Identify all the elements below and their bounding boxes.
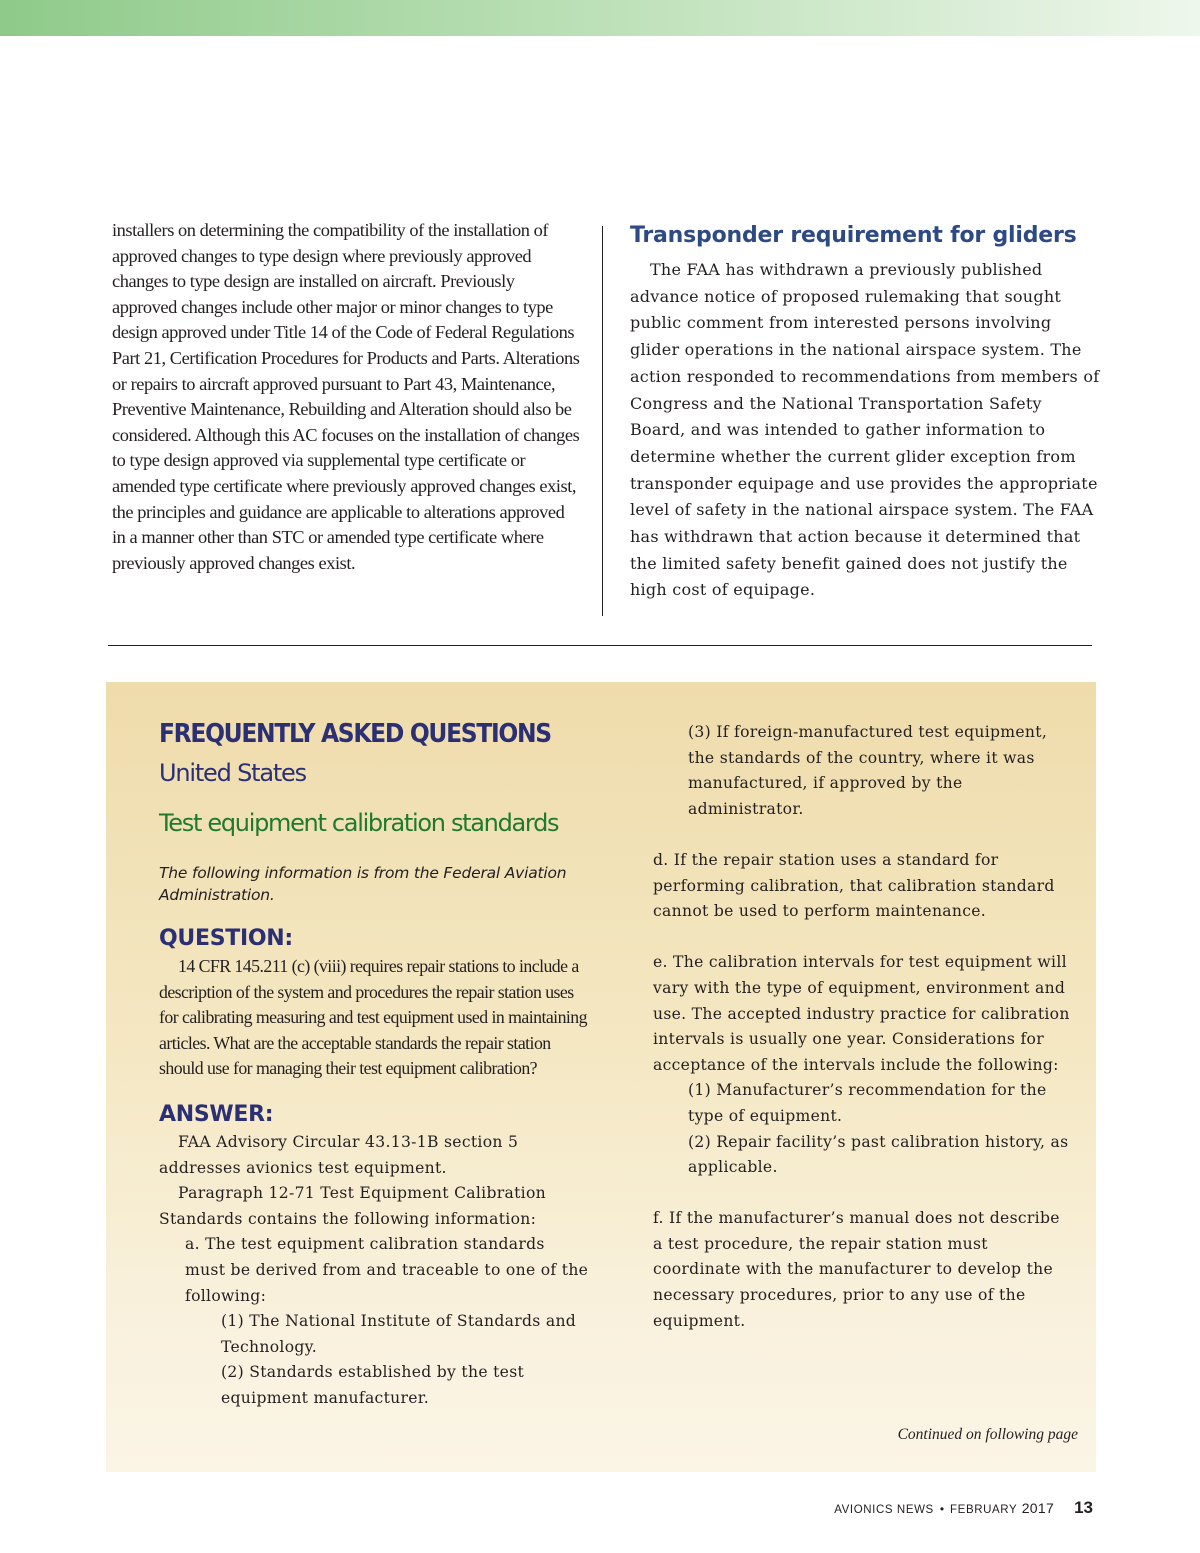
footer-separator: • [939, 1502, 945, 1516]
article-body: The FAA has withdrawn a previously published advance notice of proposed rulemaking that sought public comment from interested persons involving glider operations in the national airspace system. The action responded to recommendations from members of Congress and the National Transportation Safety Board, and was intended to gather information to determine whether the current glider exception from transponder equipage and use provides the appropriate level of safety in the national airspace system. The FAA has withdrawn that action because it determined that the limited safety benefit gained does not justify the high cost of equipage. [630, 260, 1100, 600]
article-heading: Transponder requirement for gliders [630, 223, 1077, 248]
section-divider [108, 645, 1092, 646]
article-columns [112, 218, 1100, 618]
answer-heading: ANSWER: [159, 1101, 274, 1127]
answer-subitem: (3) If foreign-manufactured test equipment, the standards of the country, where it was manufactured, if approved by the administrator. [688, 723, 1048, 818]
faq-country: United States [159, 759, 306, 787]
continued-note: Continued on following page [897, 1426, 1078, 1443]
question-heading: QUESTION: [159, 926, 293, 951]
answer-item-e: e. The calibration intervals for test equipment will vary with the type of equipment, environment and use. The accepted industry practice for calibration intervals is usually one year. Considerations for acceptance of the intervals include the following: [653, 953, 1070, 1074]
left-article-text: installers on determining the compatibility of the installation of approved changes to type design where previously approved changes to type design are installed on aircraft. Previously approved changes include other major or minor changes to type design approved under Title 14 of the Code of Federal Regulations Part 21, Certification Procedures for Products and Parts. Alterations or repairs to aircraft approved pursuant to Part 43, Maintenance, Preventive Maintenance, Rebuilding and Alteration should also be considered. Although this AC focuses on the installation of changes to type design approved via supplemental type certificate or amended type certificate where previously approved changes exist, the principles and guidance are applicable to alterations approved in a manner other than STC or amended type certificate where previously approved changes exist. [112, 220, 580, 573]
answer-item-d: d. If the repair station uses a standard for performing calibration, that calibration standard cannot be used to perform maintenance. [653, 850, 1055, 921]
question-text: 14 CFR 145.211 (c) (viii) requires repair stations to include a description of the system and procedures the repair station uses for calibrating measuring and test equipment used in maintaining articles. What are the acceptable standards the repair station should use for managing their test equipment calibration? [159, 956, 587, 1079]
issue-month: FEBRUARY [950, 1504, 1018, 1516]
faq-sidebar [106, 682, 1096, 1472]
answer-item-f: f. If the manufacturer’s manual does not describe a test procedure, the repair station must coordinate with the manufacturer to develop the necessary procedures, prior to any use of the equipment. [653, 1209, 1060, 1330]
answer-subitem: (2) Repair facility’s past calibration history, as applicable. [688, 1132, 1069, 1177]
answer-subitem: (1) The National Institute of Standards and Technology. [221, 1312, 577, 1356]
faq-right-column [653, 720, 1073, 1334]
header-color-band [0, 0, 1200, 36]
answer-item-a: a. The test equipment calibration standards must be derived from and traceable to one of the following: [185, 1235, 589, 1305]
publication-name: AVIONICS NEWS [834, 1504, 934, 1516]
faq-source-note: The following information is from the Federal Aviation Administration. [159, 864, 567, 904]
faq-left-column [159, 718, 589, 1412]
page-footer [834, 1498, 1093, 1524]
answer-subitem: (2) Standards established by the test equipment manufacturer. [221, 1363, 525, 1407]
column-divider [602, 226, 603, 616]
faq-topic: Test equipment calibration standards [159, 809, 559, 837]
issue-year: 2017 [1021, 1500, 1055, 1516]
page-number: 13 [1074, 1498, 1093, 1517]
right-article [630, 218, 1100, 604]
faq-title: FREQUENTLY ASKED QUESTIONS [159, 719, 551, 749]
answer-subitem: (1) Manufacturer’s recommendation for the type of equipment. [688, 1081, 1047, 1125]
answer-paragraph: FAA Advisory Circular 43.13-1B section 5 addresses avionics test equipment. [159, 1132, 519, 1177]
answer-paragraph: Paragraph 12-71 Test Equipment Calibration Standards contains the following information: [159, 1184, 546, 1228]
